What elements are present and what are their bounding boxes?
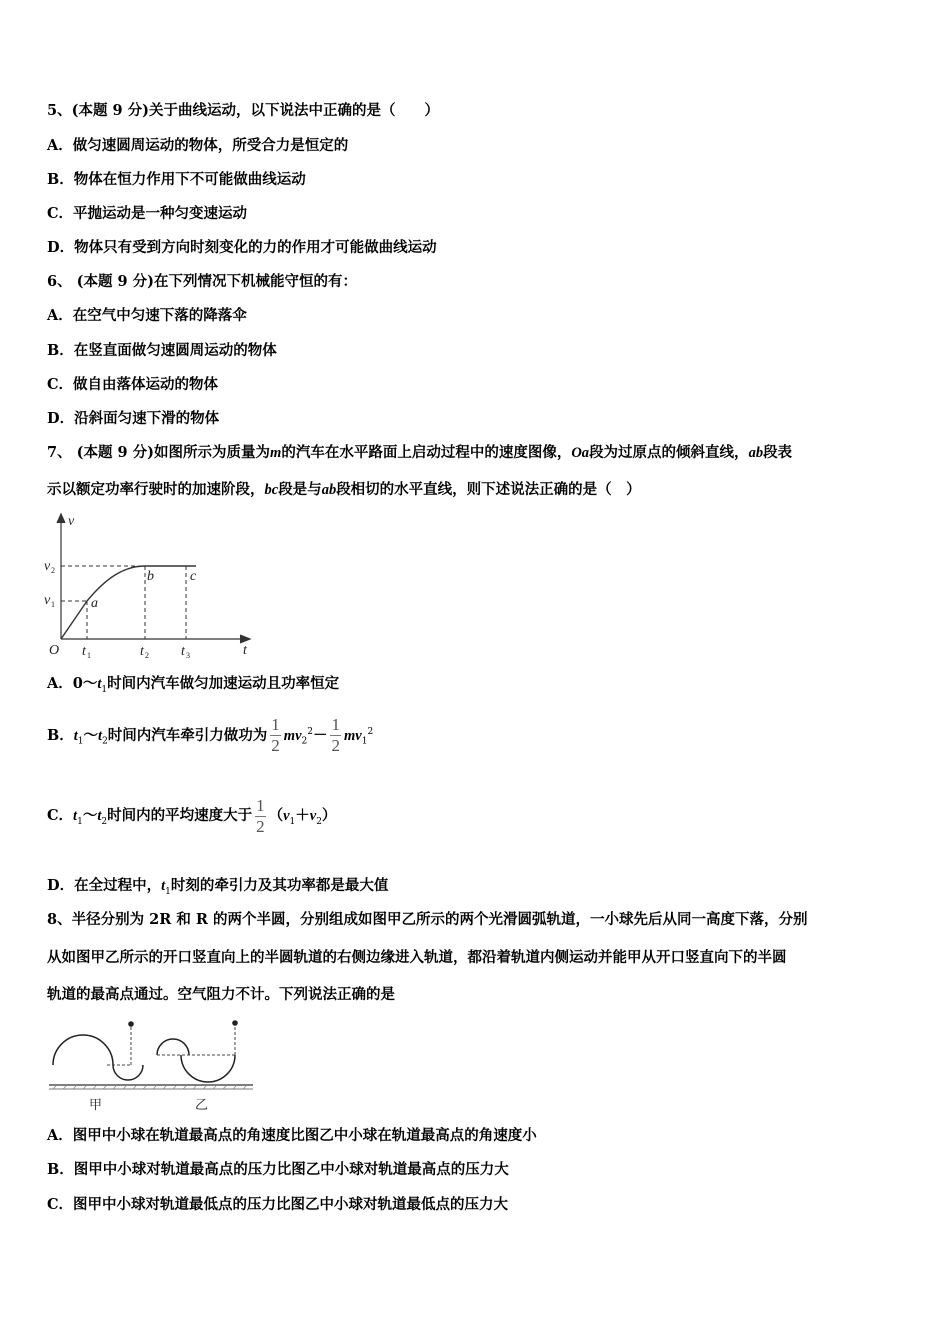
q6-option-b: B．在竖直面做匀速圆周运动的物体 <box>47 342 277 359</box>
y-axis-arrow <box>57 514 65 523</box>
track-yi-large-arc <box>181 1055 235 1082</box>
q7-option-b: B．$t_1\sim t_2$时间内汽车牵引力做功为 $\frac{1}{2}$ $mv_2^2-$ $\frac{1}{2}$ $mv_1^2$ <box>47 715 374 756</box>
fraction-half-3: $\frac{1}{2}$ <box>256 795 265 836</box>
q7-option-c: C．$t_1\sim t_2$时间内的平均速度大于 $\frac{1}{2}$ $(v_1+v_2)$ <box>47 795 337 836</box>
point-a-label: a <box>91 596 98 611</box>
q8-stem-line3: 轨道的最高点通过。空气阻力不计。下列说法正确的是 <box>47 986 395 1003</box>
y-axis-label: v <box>68 514 75 529</box>
q6-option-c: C．做自由落体运动的物体 <box>47 376 219 393</box>
point-c-label: c <box>190 569 197 584</box>
track-yi-small-arc <box>157 1039 189 1055</box>
point-b-label: b <box>147 569 154 584</box>
v1-subscript: 1 <box>51 600 55 609</box>
ball-yi <box>232 1020 238 1026</box>
q8-option-a: A．图甲中小球在轨道最高点的角速度比图乙中小球在轨道最高点的角速度小 <box>47 1127 537 1144</box>
track-jia-small-arc <box>113 1065 143 1080</box>
t2-label: t <box>140 644 144 659</box>
q5-option-c: C．平抛运动是一种匀变速运动 <box>47 205 248 222</box>
q7-option-a: A．$0\sim t_1$时间内汽车做匀加速运动且功率恒定 <box>47 675 340 695</box>
q8-option-b: B．图甲中小球对轨道最高点的压力比图乙中小球对轨道最高点的压力大 <box>47 1161 509 1178</box>
q6-option-d: D．沿斜面匀速下滑的物体 <box>47 410 220 427</box>
velocity-curve <box>61 566 196 639</box>
q8-stem-line1: 8、半径分别为 2R 和 R 的两个半圆，分别组成如图甲乙所示的两个光滑圆弧轨道，一小球先后从同一高度下落，分别 <box>47 911 808 928</box>
track-jia <box>53 1021 143 1080</box>
q8-stem-line2: 从如图甲乙所示的开口竖直向上的半圆轨道的右侧边缘进入轨道，都沿着轨道内侧运动并能甲从开口竖直向下的半圆 <box>47 949 787 966</box>
semicircle-tracks-figure <box>45 1016 257 1116</box>
q8-option-c: C．图甲中小球对轨道最低点的压力比图乙中小球对轨道最低点的压力大 <box>47 1196 509 1213</box>
velocity-time-graph <box>40 508 260 660</box>
q5-stem: 5、(本题 9 分)关于曲线运动，以下说法中正确的是（ ） <box>47 102 439 119</box>
v2-label: v <box>44 559 51 574</box>
t2-subscript: 2 <box>145 651 149 660</box>
label-jia: 甲 <box>89 1097 103 1112</box>
v2-subscript: 2 <box>51 566 55 575</box>
fraction-half-2: $\frac{1}{2}$ <box>331 715 340 756</box>
t3-label: t <box>181 644 185 659</box>
t1-subscript: 1 <box>87 651 91 660</box>
t3-subscript: 3 <box>186 651 190 660</box>
x-axis-label: t <box>243 643 247 658</box>
ground <box>49 1085 253 1089</box>
track-yi <box>157 1020 238 1082</box>
q6-option-a: A．在空气中匀速下落的降落伞 <box>47 307 247 324</box>
fraction-half-1: $\frac{1}{2}$ <box>271 715 280 756</box>
origin-label: O <box>49 643 60 658</box>
q5-option-a: A．做匀速圆周运动的物体，所受合力是恒定的 <box>47 137 349 154</box>
label-yi: 乙 <box>195 1097 209 1112</box>
v1-label: v <box>44 593 51 608</box>
q7-stem-line2: 示以额定功率行驶时的加速阶段，bc段是与ab段相切的水平直线，则下述说法正确的是（ ） <box>47 481 641 498</box>
x-axis-arrow <box>240 635 250 643</box>
t1-label: t <box>82 644 86 659</box>
q5-option-d: D．物体只有受到方向时刻变化的力的作用才可能做曲线运动 <box>47 239 437 256</box>
track-jia-large-arc <box>53 1035 113 1065</box>
q7-stem-line1: 7、 (本题 9 分)如图所示为质量为m的汽车在水平路面上启动过程中的速度图像，Oa段为过原点的倾斜直线，ab段表 <box>47 444 793 461</box>
q7-option-d: D．在全过程中，$t_1$时刻的牵引力及其功率都是最大值 <box>47 877 389 897</box>
q6-stem: 6、 (本题 9 分)在下列情况下机械能守恒的有： <box>47 273 358 290</box>
q5-option-b: B．物体在恒力作用下不可能做曲线运动 <box>47 171 306 188</box>
ball-jia <box>128 1021 134 1027</box>
